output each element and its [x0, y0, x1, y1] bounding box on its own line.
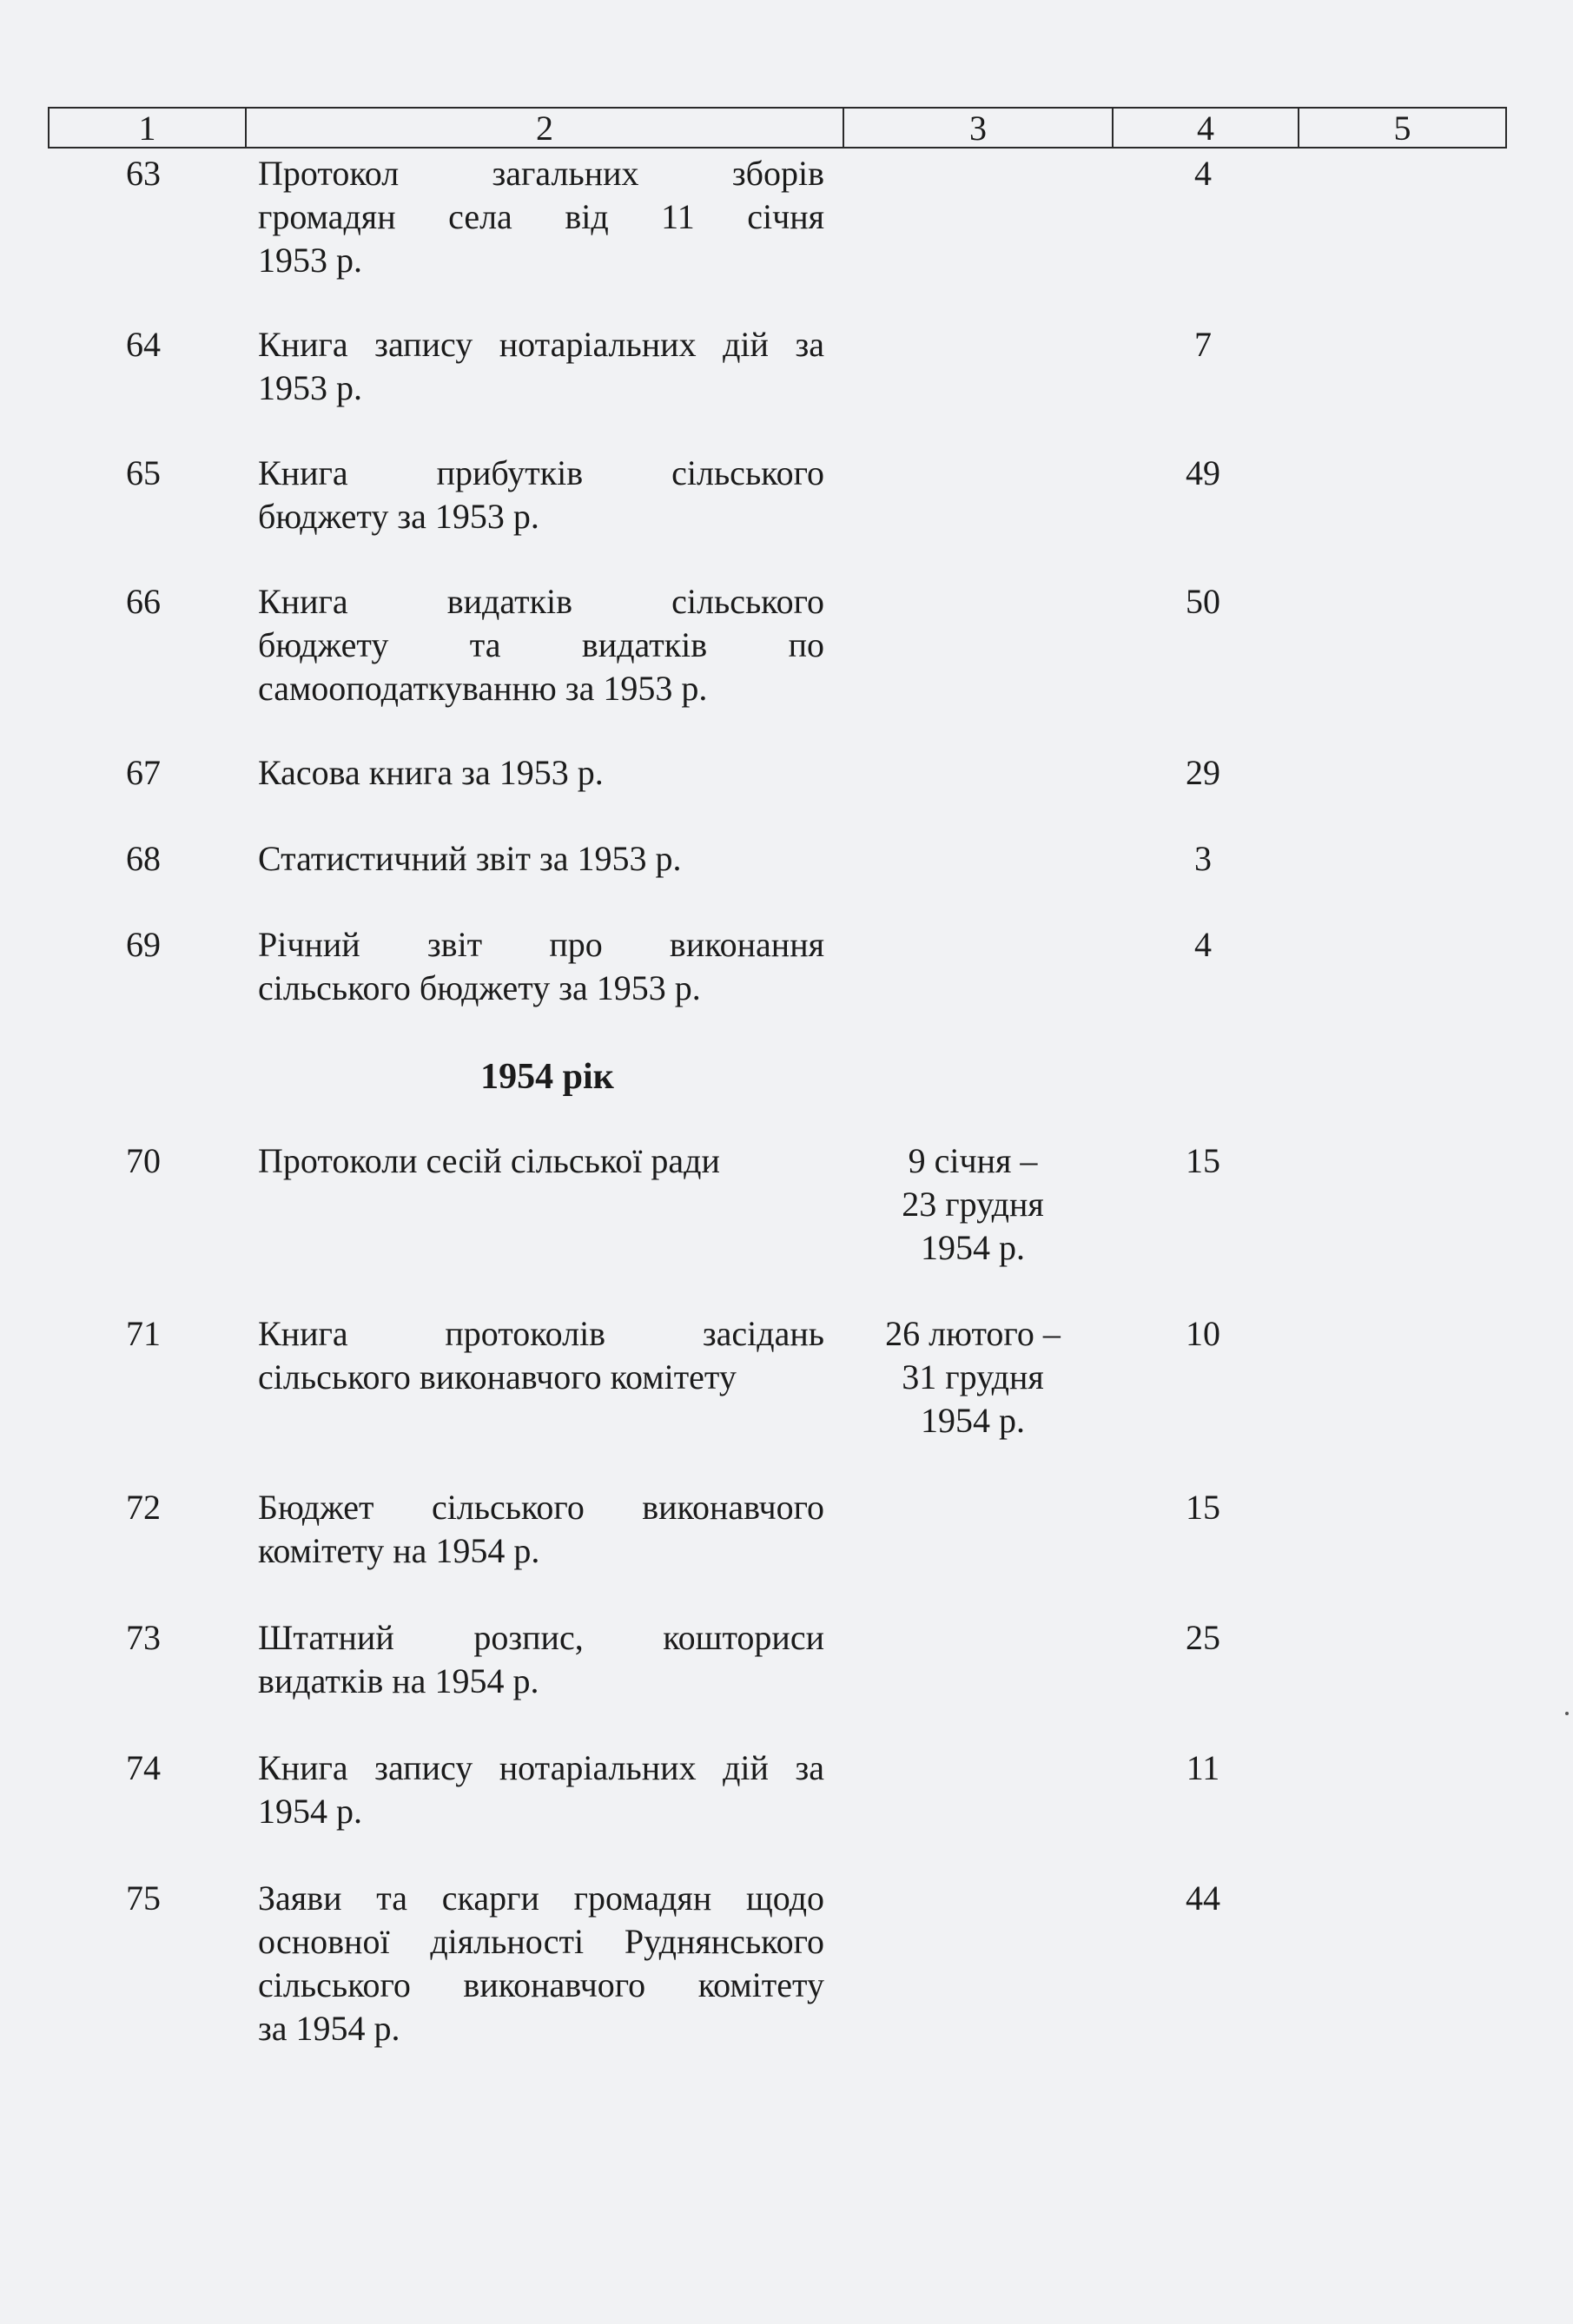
item-title-line: Протокол загальних зборів [258, 154, 824, 193]
column-header-row [48, 107, 1507, 149]
column-header-2: 2 [247, 109, 844, 147]
item-sheet-count: 44 [1186, 1878, 1220, 1918]
item-date-line: 26 лютого – [885, 1314, 1061, 1353]
item-title [258, 323, 824, 410]
item-number: 69 [126, 925, 161, 964]
item-title-line: основної діяльності Руднянського [258, 1922, 824, 1961]
item-title-line: Касова книга за 1953 р. [258, 753, 604, 792]
item-number: 64 [126, 325, 161, 364]
item-title [258, 580, 824, 710]
item-title-line: сільського бюджету за 1953 р. [258, 968, 701, 1007]
item-title-line: Книга запису нотаріальних дій за [258, 1748, 824, 1787]
item-number: 70 [126, 1141, 161, 1180]
column-header-5: 5 [1393, 108, 1411, 148]
item-title-line: 1954 р. [258, 1792, 362, 1831]
item-sheet-count: 49 [1186, 453, 1220, 492]
item-title [258, 923, 824, 1010]
item-title [258, 1486, 824, 1573]
item-title-line: Книга протоколів засідань [258, 1314, 824, 1353]
item-title-line: за 1954 р. [258, 2009, 400, 2048]
item-date-range [847, 1139, 1099, 1270]
item-title [258, 1746, 824, 1833]
item-title-line: Річний звіт про виконання [258, 925, 824, 964]
column-header-4: 4 [1114, 109, 1299, 147]
item-title [258, 837, 824, 881]
item-number: 68 [126, 839, 161, 878]
item-title [258, 152, 824, 282]
item-title-line: Штатний розпис, кошториси [258, 1618, 824, 1657]
item-title-line: 1953 р. [258, 241, 362, 280]
item-title [258, 751, 824, 795]
item-title-line: видатків на 1954 р. [258, 1661, 539, 1700]
item-number: 63 [126, 154, 161, 193]
item-number: 75 [126, 1878, 161, 1918]
item-number: 71 [126, 1314, 161, 1353]
item-title-line: Статистичний звіт за 1953 р. [258, 839, 682, 878]
item-number: 66 [126, 582, 161, 621]
item-sheet-count: 4 [1194, 925, 1212, 964]
section-title-1954: 1954 рік [480, 1057, 614, 1097]
item-date-line: 9 січня – [908, 1141, 1038, 1180]
item-title-line: бюджету та видатків по [258, 625, 824, 664]
item-title-line: Заяви та скарги громадян щодо [258, 1878, 824, 1918]
item-date-range [847, 1312, 1099, 1443]
item-title-line: Книга прибутків сільського [258, 453, 824, 492]
item-number: 67 [126, 753, 161, 792]
item-sheet-count: 15 [1186, 1141, 1220, 1180]
item-number: 65 [126, 453, 161, 492]
item-number: 74 [126, 1748, 161, 1787]
item-title-line: комітету на 1954 р. [258, 1531, 540, 1570]
item-sheet-count: 3 [1194, 839, 1212, 878]
item-title-line: Бюджет сільського виконавчого [258, 1488, 824, 1527]
item-title [258, 1877, 824, 2050]
item-date-line: 1954 р. [921, 1228, 1025, 1267]
item-sheet-count: 4 [1194, 154, 1212, 193]
item-title-line: Протоколи сесій сільської ради [258, 1141, 720, 1180]
item-title [258, 1139, 824, 1183]
item-date-line: 31 грудня [902, 1357, 1044, 1396]
column-header-3: 3 [844, 109, 1114, 147]
item-title-line: Книга видатків сільського [258, 582, 824, 621]
column-header-1: 1 [50, 109, 247, 147]
item-date-line: 23 грудня [902, 1185, 1044, 1224]
speck-mark [1565, 1712, 1569, 1715]
item-sheet-count: 11 [1186, 1748, 1220, 1787]
item-number: 73 [126, 1618, 161, 1657]
item-title-line: бюджету за 1953 р. [258, 497, 539, 536]
item-number: 72 [126, 1488, 161, 1527]
item-title [258, 1616, 824, 1703]
item-title-line: громадян села від 11 січня [258, 197, 824, 236]
item-title-line: самооподаткуванню за 1953 р. [258, 669, 708, 708]
item-sheet-count: 25 [1186, 1618, 1220, 1657]
item-title-line: Книга запису нотаріальних дій за [258, 325, 824, 364]
item-sheet-count: 50 [1186, 582, 1220, 621]
item-sheet-count: 15 [1186, 1488, 1220, 1527]
item-title-line: 1953 р. [258, 368, 362, 407]
item-date-line: 1954 р. [921, 1401, 1025, 1440]
item-sheet-count: 29 [1186, 753, 1220, 792]
item-title [258, 1312, 824, 1399]
item-sheet-count: 7 [1194, 325, 1212, 364]
item-title [258, 452, 824, 538]
item-title-line: сільського виконавчого комітету [258, 1965, 824, 2004]
item-sheet-count: 10 [1186, 1314, 1220, 1353]
item-title-line: сільського виконавчого комітету [258, 1357, 737, 1396]
